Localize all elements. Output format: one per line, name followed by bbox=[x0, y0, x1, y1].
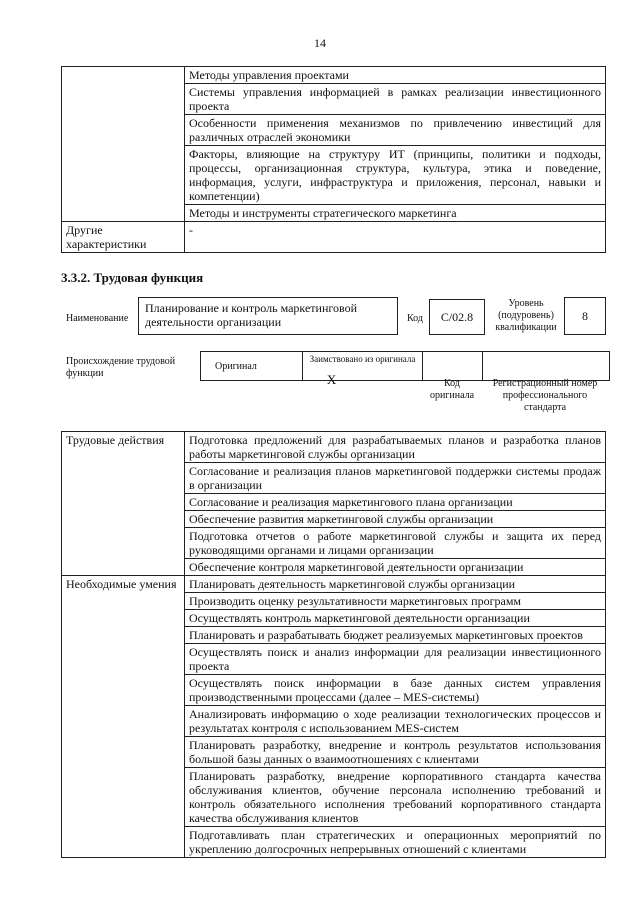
code-label: Код bbox=[407, 313, 423, 324]
skill-item: Планировать разработку, внедрение корпоративного стандарта качества обслуживания клиентов, обучение персонала исполнению требований и контроль обязательного исполнения требований корпоративного стандарта качества обслуживания клиентов bbox=[185, 768, 606, 827]
reg-number-label: Регистрационный номер профессионального стандарта bbox=[492, 378, 598, 413]
section-heading: 3.3.2. Трудовая функция bbox=[61, 270, 204, 285]
original-mark: X bbox=[326, 372, 337, 387]
labor-action-item: Согласование и реализация планов маркетинговой поддержки системы продаж в организации bbox=[185, 463, 606, 494]
original-cell bbox=[201, 352, 337, 387]
skill-item: Подготавливать план стратегических и операционных мероприятий по укреплению долгосрочных непрерывных отношений с клиентами bbox=[185, 827, 606, 858]
knowledge-item: Методы управления проектами bbox=[185, 67, 606, 84]
code-original-cell bbox=[423, 352, 483, 380]
skill-item: Планировать и разрабатывать бюджет реализуемых маркетинговых проектов bbox=[185, 627, 606, 644]
function-table bbox=[61, 431, 606, 858]
labor-action-item: Подготовка отчетов о работе маркетинговой службы и защита их перед руководящими органами и лицами организации bbox=[185, 528, 606, 559]
origin-row bbox=[200, 351, 610, 387]
origin-label: Происхождение трудовой функции bbox=[66, 356, 176, 379]
skill-item: Планировать разработку, внедрение и контроль результатов использования большой базы данных о взаимоотношениях с клиентами bbox=[185, 737, 606, 768]
skill-item: Осуществлять контроль маркетинговой деятельности организации bbox=[185, 610, 606, 627]
reg-number-cell bbox=[483, 352, 609, 380]
knowledge-item: Системы управления информацией в рамках реализации инвестиционного проекта bbox=[185, 84, 606, 115]
labor-action-item: Согласование и реализация маркетингового плана организации bbox=[185, 494, 606, 511]
labor-actions-label: Трудовые действия bbox=[62, 432, 185, 576]
page-number: 14 bbox=[314, 36, 326, 50]
name-label: Наименование bbox=[66, 313, 129, 324]
labor-action-item: Подготовка предложений для разрабатываемых планов и разработка планов работы маркетинговой службы организации bbox=[185, 432, 606, 463]
skill-item: Производить оценку результативности маркетинговых программ bbox=[185, 593, 606, 610]
knowledge-item: Факторы, влияющие на структуру ИТ (принципы, политики и подходы, процессы, организационная структура, культура, этика и поведение, информация, услуги, инфраструктура и приложения, персонал, навыки и компетенции) bbox=[185, 146, 606, 205]
skill-item: Осуществлять поиск и анализ информации для реализации инвестиционного проекта bbox=[185, 644, 606, 675]
knowledge-item: Методы и инструменты стратегического маркетинга bbox=[185, 205, 606, 222]
code-original-label: Код оригинала bbox=[429, 378, 475, 401]
skills-label: Необходимые умения bbox=[62, 576, 185, 858]
skill-item: Осуществлять поиск информации в базе данных систем управления производственными процессами (далее – MES-системы) bbox=[185, 675, 606, 706]
qualification-level-box: 8 bbox=[564, 297, 606, 335]
function-name-box: Планирование и контроль маркетинговой деятельности организации bbox=[138, 297, 398, 335]
original-label: Оригинал bbox=[215, 360, 257, 372]
knowledge-table bbox=[61, 66, 606, 253]
borrowed-label: Заимствовано из оригинала bbox=[303, 352, 423, 380]
labor-action-item: Обеспечение развития маркетинговой службы организации bbox=[185, 511, 606, 528]
empty-left-cell bbox=[62, 67, 185, 222]
qualification-level-label: Уровень (подуровень) квалификации bbox=[495, 298, 557, 333]
other-characteristics-label: Другие характеристики bbox=[62, 222, 185, 253]
knowledge-item: Особенности применения механизмов по привлечению инвестиций для различных отраслей экономики bbox=[185, 115, 606, 146]
skill-item: Планировать деятельность маркетинговой службы организации bbox=[185, 576, 606, 593]
labor-action-item: Обеспечение контроля маркетинговой деятельности организации bbox=[185, 559, 606, 576]
skill-item: Анализировать информацию о ходе реализации технологических процессов и результатах контроля с использованием MES-систем bbox=[185, 706, 606, 737]
code-box: C/02.8 bbox=[429, 299, 485, 335]
other-characteristics-value: - bbox=[185, 222, 606, 253]
